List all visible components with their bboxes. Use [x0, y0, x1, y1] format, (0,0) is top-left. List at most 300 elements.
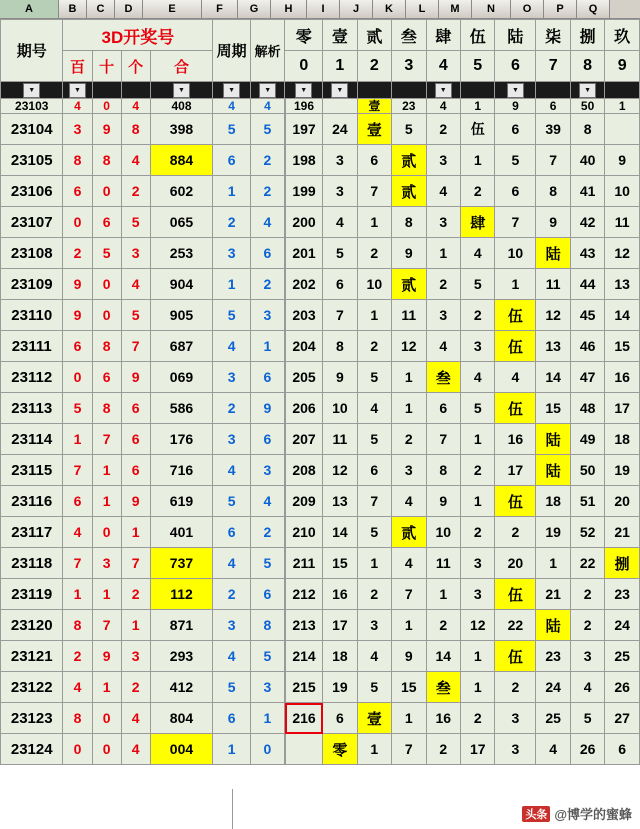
cell-value[interactable]: 2 [426, 269, 460, 300]
cell-analysis[interactable]: 3 [250, 455, 284, 486]
table-row[interactable] [1, 579, 640, 610]
filter-cell-g[interactable] [250, 82, 284, 99]
filter-cell-j[interactable] [357, 82, 391, 99]
cell-index[interactable]: 204 [285, 331, 323, 362]
column-header-p[interactable]: P [544, 0, 577, 18]
cell-period[interactable]: 23121 [1, 641, 63, 672]
table-row[interactable] [1, 517, 640, 548]
column-header-f[interactable]: F [202, 0, 238, 18]
cell-value[interactable]: 13 [605, 269, 640, 300]
cell-week[interactable]: 2 [213, 207, 251, 238]
chevron-down-icon[interactable]: ▼ [507, 83, 524, 98]
filter-cell-d[interactable] [121, 82, 150, 99]
cell-value[interactable]: 3 [426, 207, 460, 238]
cell-cn-marker[interactable]: 捌 [605, 548, 640, 579]
cell-value[interactable]: 1 [357, 548, 391, 579]
cell-hundreds[interactable]: 8 [63, 703, 92, 734]
cell-value[interactable]: 14 [605, 300, 640, 331]
cell-week[interactable]: 6 [213, 517, 251, 548]
cell-index[interactable]: 206 [285, 393, 323, 424]
cell-value[interactable]: 9 [426, 486, 460, 517]
cell-value[interactable]: 12 [392, 331, 426, 362]
cell-value[interactable]: 9 [536, 207, 570, 238]
cell-hundreds[interactable]: 3 [63, 114, 92, 145]
table-row[interactable] [1, 99, 640, 114]
filter-cell-m[interactable] [461, 82, 495, 99]
cell-tens[interactable]: 7 [92, 424, 121, 455]
cell-value[interactable]: 18 [536, 486, 570, 517]
cell-value[interactable]: 15 [605, 331, 640, 362]
cell-analysis[interactable]: 9 [250, 393, 284, 424]
cell-index[interactable]: 215 [285, 672, 323, 703]
cell-value[interactable]: 4 [426, 176, 460, 207]
cell-analysis[interactable]: 5 [250, 548, 284, 579]
cell-analysis[interactable]: 8 [250, 610, 284, 641]
cell-value[interactable]: 4 [392, 486, 426, 517]
cell-index[interactable]: 198 [285, 145, 323, 176]
cell-week[interactable]: 3 [213, 610, 251, 641]
cell-value[interactable]: 23 [392, 99, 426, 114]
cell-period[interactable]: 23107 [1, 207, 63, 238]
cell-period[interactable]: 23117 [1, 517, 63, 548]
cell-ones[interactable]: 5 [121, 300, 150, 331]
cell-ones[interactable]: 4 [121, 269, 150, 300]
cell-index[interactable]: 208 [285, 455, 323, 486]
cell-value[interactable]: 3 [357, 610, 391, 641]
cell-value[interactable]: 23 [605, 579, 640, 610]
cell-hundreds[interactable]: 0 [63, 207, 92, 238]
cell-hundreds[interactable]: 4 [63, 517, 92, 548]
filter-cell-o[interactable] [536, 82, 570, 99]
cell-hundreds[interactable]: 4 [63, 672, 92, 703]
cell-value[interactable]: 14 [323, 517, 357, 548]
cell-period[interactable]: 23122 [1, 672, 63, 703]
cell-period[interactable]: 23119 [1, 579, 63, 610]
cell-analysis[interactable]: 2 [250, 517, 284, 548]
filter-cell-q[interactable] [605, 82, 640, 99]
cell-value[interactable]: 7 [426, 424, 460, 455]
cell-value[interactable]: 12 [323, 455, 357, 486]
cell-value[interactable]: 16 [605, 362, 640, 393]
cell-value[interactable]: 8 [392, 207, 426, 238]
cell-value[interactable]: 6 [536, 99, 570, 114]
cell-analysis[interactable]: 6 [250, 424, 284, 455]
cell-tens[interactable]: 8 [92, 145, 121, 176]
cell-value[interactable]: 25 [536, 703, 570, 734]
cell-index[interactable]: 203 [285, 300, 323, 331]
cell-index[interactable]: 205 [285, 362, 323, 393]
cell-value[interactable]: 6 [495, 114, 536, 145]
cell-analysis[interactable]: 2 [250, 176, 284, 207]
cell-value[interactable]: 41 [570, 176, 604, 207]
cell-week[interactable]: 5 [213, 486, 251, 517]
cell-value[interactable]: 12 [461, 610, 495, 641]
cell-sum[interactable]: 004 [150, 734, 213, 765]
cell-ones[interactable]: 1 [121, 610, 150, 641]
cell-cn-marker[interactable]: 壹 [357, 703, 391, 734]
cell-week[interactable]: 1 [213, 269, 251, 300]
cell-week[interactable]: 4 [213, 331, 251, 362]
cell-period[interactable]: 23120 [1, 610, 63, 641]
cell-cn-marker[interactable]: 贰 [392, 176, 426, 207]
cell-tens[interactable]: 0 [92, 176, 121, 207]
cell-period[interactable]: 23104 [1, 114, 63, 145]
cell-value[interactable]: 4 [323, 207, 357, 238]
cell-hundreds[interactable]: 8 [63, 145, 92, 176]
cell-index[interactable]: 214 [285, 641, 323, 672]
cell-period[interactable]: 23109 [1, 269, 63, 300]
cell-cn-marker[interactable]: 叁 [426, 362, 460, 393]
cell-index[interactable]: 196 [285, 99, 323, 114]
table-row[interactable] [1, 455, 640, 486]
chevron-down-icon[interactable]: ▼ [259, 83, 276, 98]
cell-period[interactable]: 23124 [1, 734, 63, 765]
cell-value[interactable]: 19 [536, 517, 570, 548]
cell-value[interactable]: 7 [536, 145, 570, 176]
cell-cn-marker[interactable]: 伍 [495, 486, 536, 517]
cell-tens[interactable]: 3 [92, 548, 121, 579]
cell-ones[interactable]: 3 [121, 641, 150, 672]
table-row[interactable] [1, 548, 640, 579]
cell-value[interactable]: 4 [392, 548, 426, 579]
cell-index[interactable]: 199 [285, 176, 323, 207]
cell-ones[interactable]: 2 [121, 176, 150, 207]
cell-sum[interactable]: 065 [150, 207, 213, 238]
cell-cn-marker[interactable]: 贰 [392, 269, 426, 300]
cell-analysis[interactable]: 6 [250, 362, 284, 393]
cell-value[interactable]: 1 [392, 362, 426, 393]
cell-value[interactable]: 22 [495, 610, 536, 641]
table-row[interactable] [1, 269, 640, 300]
cell-period[interactable]: 23111 [1, 331, 63, 362]
cell-value[interactable]: 47 [570, 362, 604, 393]
cell-value[interactable]: 5 [461, 393, 495, 424]
cell-cn-marker[interactable]: 伍 [495, 393, 536, 424]
cell-value[interactable] [605, 114, 640, 145]
filter-cell-i[interactable] [323, 82, 357, 99]
table-row[interactable] [1, 176, 640, 207]
cell-ones[interactable]: 6 [121, 455, 150, 486]
cell-value[interactable]: 3 [495, 734, 536, 765]
filter-cell-a[interactable] [1, 82, 63, 99]
cell-hundreds[interactable]: 0 [63, 734, 92, 765]
cell-cn-marker[interactable]: 陆 [536, 610, 570, 641]
cell-value[interactable]: 5 [357, 424, 391, 455]
cell-value[interactable]: 9 [605, 145, 640, 176]
chevron-down-icon[interactable]: ▼ [435, 83, 452, 98]
cell-value[interactable]: 5 [495, 145, 536, 176]
cell-value[interactable]: 8 [426, 455, 460, 486]
cell-week[interactable]: 5 [213, 114, 251, 145]
cell-cn-marker[interactable]: 零 [323, 734, 357, 765]
cell-value[interactable]: 9 [392, 641, 426, 672]
cell-value[interactable]: 20 [495, 548, 536, 579]
cell-value[interactable]: 16 [323, 579, 357, 610]
cell-value[interactable]: 18 [323, 641, 357, 672]
cell-value[interactable]: 11 [323, 424, 357, 455]
cell-sum[interactable]: 619 [150, 486, 213, 517]
cell-tens[interactable]: 0 [92, 703, 121, 734]
cell-week[interactable]: 4 [213, 548, 251, 579]
cell-ones[interactable]: 7 [121, 331, 150, 362]
cell-value[interactable]: 15 [323, 548, 357, 579]
cell-value[interactable]: 43 [570, 238, 604, 269]
cell-index[interactable]: 216 [285, 703, 323, 734]
cell-value[interactable]: 7 [357, 176, 391, 207]
cell-cn-marker[interactable]: 陆 [536, 424, 570, 455]
cell-ones[interactable]: 4 [121, 99, 150, 114]
cell-week[interactable]: 4 [213, 455, 251, 486]
chevron-down-icon[interactable]: ▼ [223, 83, 240, 98]
cell-period[interactable]: 23103 [1, 99, 63, 114]
cell-tens[interactable]: 0 [92, 300, 121, 331]
cell-sum[interactable]: 602 [150, 176, 213, 207]
cell-value[interactable]: 15 [392, 672, 426, 703]
cell-tens[interactable]: 9 [92, 114, 121, 145]
cell-value[interactable]: 5 [357, 517, 391, 548]
cell-value[interactable]: 2 [357, 331, 391, 362]
cell-value[interactable]: 5 [392, 114, 426, 145]
cell-value[interactable]: 2 [357, 238, 391, 269]
cell-hundreds[interactable]: 5 [63, 393, 92, 424]
cell-ones[interactable]: 4 [121, 145, 150, 176]
filter-cell-k[interactable] [392, 82, 426, 99]
column-header-n[interactable]: N [472, 0, 511, 18]
column-header-l[interactable]: L [406, 0, 439, 18]
column-header-b[interactable]: B [59, 0, 87, 18]
cell-value[interactable]: 6 [323, 703, 357, 734]
cell-value[interactable]: 7 [392, 734, 426, 765]
cell-period[interactable]: 23114 [1, 424, 63, 455]
cell-value[interactable]: 12 [605, 238, 640, 269]
cell-value[interactable]: 46 [570, 331, 604, 362]
column-header-i[interactable]: I [307, 0, 340, 18]
cell-analysis[interactable]: 4 [250, 486, 284, 517]
chevron-down-icon[interactable]: ▼ [173, 83, 190, 98]
cell-value[interactable]: 9 [495, 99, 536, 114]
cell-hundreds[interactable]: 8 [63, 610, 92, 641]
cell-value[interactable]: 1 [357, 207, 391, 238]
cell-index[interactable]: 202 [285, 269, 323, 300]
cell-value[interactable]: 16 [495, 424, 536, 455]
cell-value[interactable]: 3 [461, 579, 495, 610]
cell-value[interactable]: 4 [461, 238, 495, 269]
cell-analysis[interactable]: 0 [250, 734, 284, 765]
cell-value[interactable]: 11 [605, 207, 640, 238]
column-header-a[interactable]: A [0, 0, 59, 18]
cell-index[interactable]: 201 [285, 238, 323, 269]
autofilter-row[interactable] [1, 82, 640, 99]
cell-value[interactable]: 5 [357, 672, 391, 703]
cell-sum[interactable]: 112 [150, 579, 213, 610]
cell-hundreds[interactable]: 9 [63, 300, 92, 331]
table-row[interactable] [1, 393, 640, 424]
cell-sum[interactable]: 293 [150, 641, 213, 672]
cell-value[interactable]: 1 [461, 486, 495, 517]
cell-value[interactable]: 26 [605, 672, 640, 703]
cell-value[interactable]: 45 [570, 300, 604, 331]
cell-tens[interactable]: 1 [92, 579, 121, 610]
cell-value[interactable]: 3 [323, 145, 357, 176]
cell-value[interactable]: 11 [426, 548, 460, 579]
cell-value[interactable]: 17 [605, 393, 640, 424]
cell-value[interactable]: 19 [323, 672, 357, 703]
cell-value[interactable]: 6 [357, 145, 391, 176]
cell-week[interactable]: 4 [213, 641, 251, 672]
cell-week[interactable]: 3 [213, 238, 251, 269]
filter-cell-l[interactable] [426, 82, 460, 99]
cell-tens[interactable]: 6 [92, 362, 121, 393]
cell-value[interactable]: 12 [536, 300, 570, 331]
cell-value[interactable]: 3 [426, 145, 460, 176]
cell-hundreds[interactable]: 2 [63, 238, 92, 269]
cell-week[interactable]: 6 [213, 703, 251, 734]
cell-week[interactable]: 6 [213, 145, 251, 176]
cell-cn-marker[interactable]: 陆 [536, 238, 570, 269]
cell-hundreds[interactable]: 6 [63, 486, 92, 517]
cell-tens[interactable]: 8 [92, 331, 121, 362]
cell-tens[interactable]: 1 [92, 672, 121, 703]
cell-analysis[interactable]: 4 [250, 99, 284, 114]
cell-cn-marker[interactable]: 贰 [392, 517, 426, 548]
cell-value[interactable]: 5 [357, 362, 391, 393]
cell-tens[interactable]: 5 [92, 238, 121, 269]
cell-value[interactable]: 18 [605, 424, 640, 455]
cell-week[interactable]: 4 [213, 99, 251, 114]
cell-ones[interactable]: 6 [121, 424, 150, 455]
cell-value[interactable]: 6 [357, 455, 391, 486]
cell-period[interactable]: 23116 [1, 486, 63, 517]
cell-analysis[interactable]: 3 [250, 672, 284, 703]
cell-value[interactable]: 1 [495, 269, 536, 300]
filter-cell-b[interactable] [63, 82, 92, 99]
table-row[interactable] [1, 145, 640, 176]
cell-value[interactable]: 21 [536, 579, 570, 610]
cell-cn-marker[interactable]: 叁 [426, 672, 460, 703]
cell-value[interactable]: 7 [323, 300, 357, 331]
cell-week[interactable]: 1 [213, 176, 251, 207]
cell-week[interactable]: 3 [213, 362, 251, 393]
cell-cn-marker[interactable]: 贰 [392, 145, 426, 176]
cell-value[interactable]: 2 [570, 579, 604, 610]
cell-value[interactable]: 5 [461, 269, 495, 300]
cell-analysis[interactable]: 2 [250, 145, 284, 176]
filter-cell-f[interactable] [213, 82, 251, 99]
cell-value[interactable]: 3 [323, 176, 357, 207]
column-header-q[interactable]: Q [577, 0, 610, 18]
cell-index[interactable]: 213 [285, 610, 323, 641]
cell-hundreds[interactable]: 6 [63, 331, 92, 362]
table-row[interactable] [1, 641, 640, 672]
cell-analysis[interactable]: 6 [250, 238, 284, 269]
cell-value[interactable]: 4 [536, 734, 570, 765]
cell-ones[interactable]: 1 [121, 517, 150, 548]
cell-value[interactable]: 6 [323, 269, 357, 300]
cell-sum[interactable]: 401 [150, 517, 213, 548]
table-row[interactable] [1, 362, 640, 393]
cell-hundreds[interactable]: 7 [63, 548, 92, 579]
cell-analysis[interactable]: 2 [250, 269, 284, 300]
chevron-down-icon[interactable]: ▼ [331, 83, 348, 98]
cell-tens[interactable]: 7 [92, 610, 121, 641]
cell-index[interactable]: 200 [285, 207, 323, 238]
cell-ones[interactable]: 6 [121, 393, 150, 424]
cell-value[interactable]: 22 [570, 548, 604, 579]
cell-value[interactable]: 3 [570, 641, 604, 672]
cell-value[interactable]: 1 [605, 99, 640, 114]
cell-value[interactable]: 10 [323, 393, 357, 424]
table-row[interactable] [1, 424, 640, 455]
cell-value[interactable]: 9 [392, 238, 426, 269]
cell-value[interactable]: 2 [461, 176, 495, 207]
cell-value[interactable]: 2 [461, 703, 495, 734]
cell-value[interactable]: 2 [570, 610, 604, 641]
cell-value[interactable]: 1 [426, 238, 460, 269]
cell-value[interactable]: 13 [536, 331, 570, 362]
cell-period[interactable]: 23118 [1, 548, 63, 579]
chevron-down-icon[interactable]: ▼ [23, 83, 40, 98]
table-row[interactable] [1, 300, 640, 331]
cell-value[interactable]: 48 [570, 393, 604, 424]
cell-value[interactable]: 2 [426, 610, 460, 641]
cell-sum[interactable]: 884 [150, 145, 213, 176]
cell-hundreds[interactable]: 1 [63, 579, 92, 610]
cell-value[interactable]: 2 [426, 734, 460, 765]
cell-value[interactable]: 2 [392, 424, 426, 455]
cell-value[interactable]: 26 [570, 734, 604, 765]
cell-value[interactable]: 10 [495, 238, 536, 269]
cell-cn-marker[interactable]: 肆 [461, 207, 495, 238]
cell-tens[interactable]: 0 [92, 517, 121, 548]
cell-period[interactable]: 23110 [1, 300, 63, 331]
cell-value[interactable]: 5 [323, 238, 357, 269]
cell-value[interactable]: 4 [461, 362, 495, 393]
cell-value[interactable]: 1 [357, 300, 391, 331]
cell-value[interactable]: 17 [495, 455, 536, 486]
cell-value[interactable]: 8 [536, 176, 570, 207]
table-row[interactable] [1, 114, 640, 145]
cell-value[interactable]: 6 [426, 393, 460, 424]
cell-value[interactable]: 2 [461, 455, 495, 486]
cell-ones[interactable]: 7 [121, 548, 150, 579]
cell-value[interactable]: 39 [536, 114, 570, 145]
cell-period[interactable]: 23106 [1, 176, 63, 207]
column-header-j[interactable]: J [340, 0, 373, 18]
cell-analysis[interactable]: 1 [250, 331, 284, 362]
cell-value[interactable]: 3 [461, 548, 495, 579]
cell-value[interactable]: 14 [426, 641, 460, 672]
table-row[interactable] [1, 207, 640, 238]
cell-value[interactable]: 40 [570, 145, 604, 176]
cell-value[interactable]: 1 [536, 548, 570, 579]
column-header-c[interactable]: C [87, 0, 115, 18]
cell-value[interactable]: 2 [426, 114, 460, 145]
cell-week[interactable]: 5 [213, 300, 251, 331]
cell-tens[interactable]: 6 [92, 207, 121, 238]
cell-value[interactable] [323, 99, 357, 114]
cell-sum[interactable]: 904 [150, 269, 213, 300]
cell-value[interactable]: 24 [605, 610, 640, 641]
cell-ones[interactable]: 4 [121, 734, 150, 765]
cell-value[interactable]: 4 [357, 641, 391, 672]
cell-hundreds[interactable]: 9 [63, 269, 92, 300]
column-header-k[interactable]: K [373, 0, 406, 18]
cell-week[interactable]: 3 [213, 424, 251, 455]
cell-hundreds[interactable]: 2 [63, 641, 92, 672]
chevron-down-icon[interactable]: ▼ [579, 83, 596, 98]
cell-value[interactable]: 3 [495, 703, 536, 734]
cell-value[interactable]: 1 [357, 734, 391, 765]
